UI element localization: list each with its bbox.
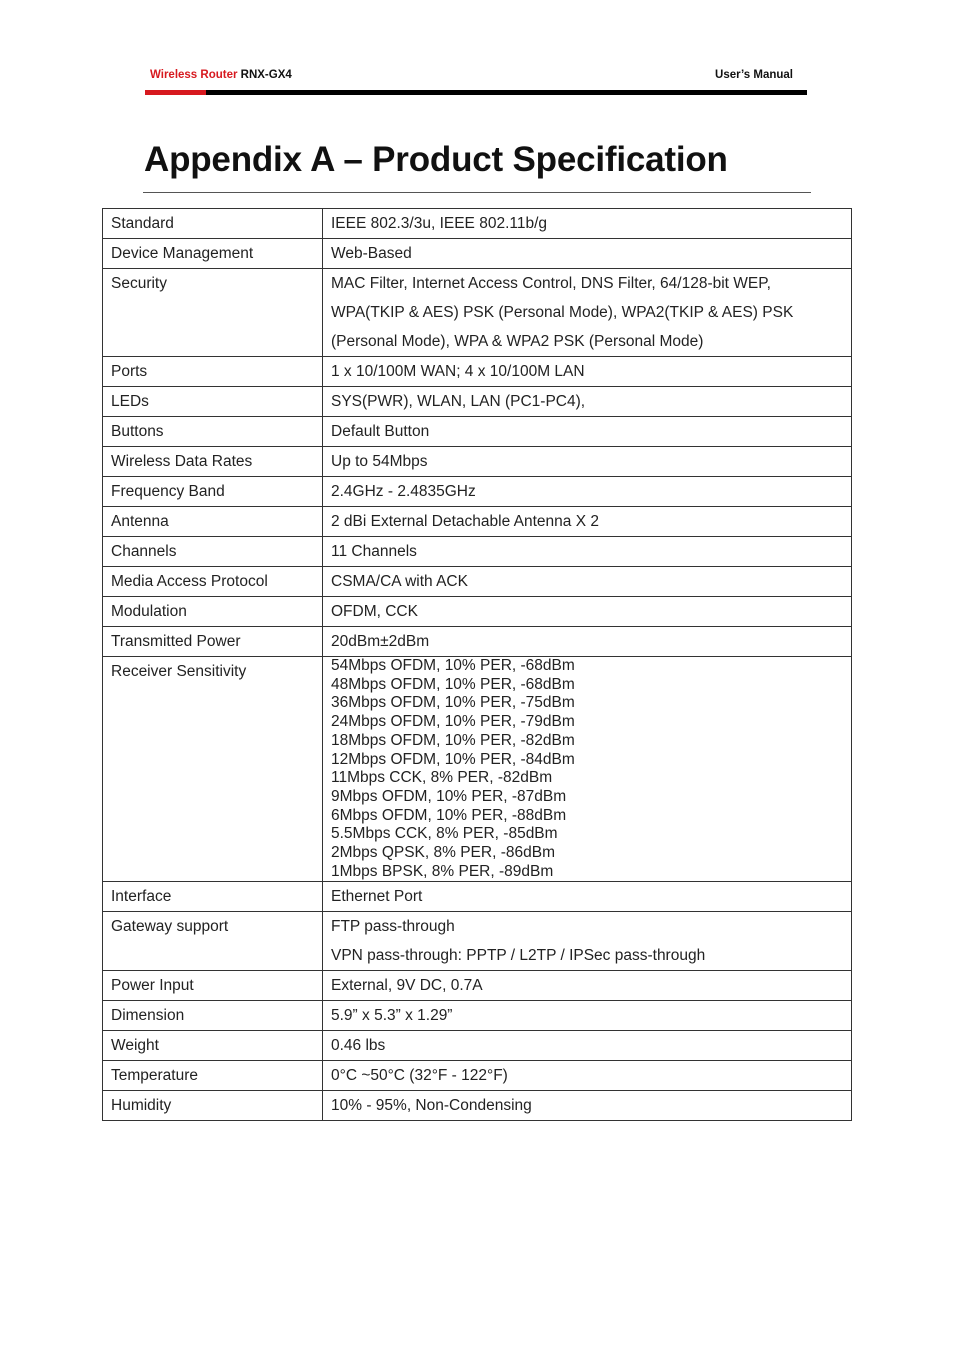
spec-value xyxy=(323,657,852,882)
spec-value-line: WPA(TKIP & AES) PSK (Personal Mode), WPA2(TKIP & AES) PSK xyxy=(331,304,794,321)
spec-label: Receiver Sensitivity xyxy=(103,657,323,882)
spec-label: Buttons xyxy=(103,417,323,447)
spec-value xyxy=(323,912,852,971)
spec-row xyxy=(103,209,852,239)
spec-value-line: 11Mbps CCK, 8% PER, -82dBm xyxy=(331,769,553,787)
spec-row xyxy=(103,627,852,657)
spec-value xyxy=(323,209,852,239)
spec-value-line: 5.9” x 5.3” x 1.29” xyxy=(331,1007,453,1025)
spec-label: Media Access Protocol xyxy=(103,567,323,597)
spec-label: LEDs xyxy=(103,387,323,417)
spec-row xyxy=(103,657,852,882)
spec-row xyxy=(103,567,852,597)
spec-value-line: IEEE 802.3/3u, IEEE 802.11b/g xyxy=(331,215,548,232)
header-rule-accent xyxy=(145,90,206,95)
spec-label: Humidity xyxy=(103,1091,323,1121)
header-manual-label: User’s Manual xyxy=(715,69,793,81)
spec-row xyxy=(103,357,852,387)
spec-value xyxy=(323,567,852,597)
spec-value-line: VPN pass-through: PPTP / L2TP / IPSec pass-through xyxy=(331,947,706,965)
spec-row xyxy=(103,912,852,971)
spec-label: Device Management xyxy=(103,239,323,269)
spec-label: Gateway support xyxy=(103,912,323,971)
spec-label: Channels xyxy=(103,537,323,567)
spec-value-line: MAC Filter, Internet Access Control, DNS Filter, 64/128-bit WEP, xyxy=(331,275,771,292)
spec-value-line: Up to 54Mbps xyxy=(331,453,428,470)
spec-value-line: OFDM, CCK xyxy=(331,603,418,620)
spec-value xyxy=(323,417,852,447)
header-model: RNX-GX4 xyxy=(240,69,292,81)
spec-row xyxy=(103,1091,852,1121)
spec-value-line: 48Mbps OFDM, 10% PER, -68dBm xyxy=(331,675,575,693)
spec-value-line: 11 Channels xyxy=(331,543,417,560)
spec-value xyxy=(323,239,852,269)
spec-label: Temperature xyxy=(103,1061,323,1091)
spec-value-line: 10% - 95%, Non-Condensing xyxy=(331,1097,532,1115)
spec-value-line: 1 x 10/100M WAN; 4 x 10/100M LAN xyxy=(331,363,585,380)
spec-value-line: 2 dBi External Detachable Antenna X 2 xyxy=(331,513,599,530)
spec-value xyxy=(323,1031,852,1061)
spec-value xyxy=(323,507,852,537)
spec-value-line: 0.46 lbs xyxy=(331,1037,386,1055)
spec-value xyxy=(323,387,852,417)
spec-label: Standard xyxy=(103,209,323,239)
spec-row xyxy=(103,882,852,912)
spec-row xyxy=(103,447,852,477)
spec-row xyxy=(103,239,852,269)
spec-row xyxy=(103,1031,852,1061)
spec-label: Security xyxy=(103,269,323,357)
spec-label: Modulation xyxy=(103,597,323,627)
spec-value xyxy=(323,537,852,567)
page-header xyxy=(145,67,807,85)
spec-value xyxy=(323,269,852,357)
spec-value-line: SYS(PWR), WLAN, LAN (PC1-PC4), xyxy=(331,393,586,410)
spec-value-line: Web-Based xyxy=(331,245,412,262)
spec-row xyxy=(103,269,852,357)
spec-value xyxy=(323,1001,852,1031)
header-rule xyxy=(145,90,807,95)
spec-table xyxy=(102,208,852,1121)
spec-row xyxy=(103,507,852,537)
spec-value-line: 24Mbps OFDM, 10% PER, -79dBm xyxy=(331,713,575,731)
title-underline xyxy=(143,192,811,193)
spec-table-body xyxy=(103,209,852,1121)
spec-value-line: 5.5Mbps CCK, 8% PER, -85dBm xyxy=(331,825,558,843)
spec-row xyxy=(103,971,852,1001)
spec-value-line: 12Mbps OFDM, 10% PER, -84dBm xyxy=(331,750,575,768)
spec-value-line: 0°C ~50°C (32°F - 122°F) xyxy=(331,1067,508,1085)
header-product xyxy=(150,69,292,81)
spec-value-line: 18Mbps OFDM, 10% PER, -82dBm xyxy=(331,731,575,749)
spec-row xyxy=(103,477,852,507)
spec-label: Interface xyxy=(103,882,323,912)
spec-value-line: 54Mbps OFDM, 10% PER, -68dBm xyxy=(331,657,575,674)
spec-value-line: Ethernet Port xyxy=(331,888,423,906)
spec-value-line: 1Mbps BPSK, 8% PER, -89dBm xyxy=(331,862,554,880)
spec-label: Wireless Data Rates xyxy=(103,447,323,477)
spec-row xyxy=(103,387,852,417)
spec-value xyxy=(323,477,852,507)
spec-label: Transmitted Power xyxy=(103,627,323,657)
spec-value-line: 2Mbps QPSK, 8% PER, -86dBm xyxy=(331,844,555,862)
spec-label: Weight xyxy=(103,1031,323,1061)
spec-value xyxy=(323,447,852,477)
spec-value-line: 6Mbps OFDM, 10% PER, -88dBm xyxy=(331,806,567,824)
spec-value-line: (Personal Mode), WPA & WPA2 PSK (Personal Mode) xyxy=(331,333,704,350)
spec-label: Power Input xyxy=(103,971,323,1001)
spec-row xyxy=(103,597,852,627)
spec-value xyxy=(323,1061,852,1091)
spec-value-line: Default Button xyxy=(331,423,430,440)
spec-value xyxy=(323,1091,852,1121)
spec-row xyxy=(103,537,852,567)
spec-value xyxy=(323,627,852,657)
spec-value xyxy=(323,971,852,1001)
spec-value xyxy=(323,882,852,912)
spec-value-line: 2.4GHz - 2.4835GHz xyxy=(331,483,476,500)
spec-value-line: 20dBm±2dBm xyxy=(331,633,430,650)
spec-value-line: 36Mbps OFDM, 10% PER, -75dBm xyxy=(331,694,575,712)
spec-value-line: CSMA/CA with ACK xyxy=(331,573,468,590)
spec-value xyxy=(323,357,852,387)
spec-label: Dimension xyxy=(103,1001,323,1031)
spec-label: Antenna xyxy=(103,507,323,537)
spec-value-line: FTP pass-through xyxy=(331,918,455,936)
spec-row xyxy=(103,417,852,447)
spec-row xyxy=(103,1001,852,1031)
spec-label: Ports xyxy=(103,357,323,387)
spec-value xyxy=(323,597,852,627)
spec-value-line: 9Mbps OFDM, 10% PER, -87dBm xyxy=(331,787,567,805)
header-brand: Wireless Router xyxy=(150,69,238,81)
spec-label: Frequency Band xyxy=(103,477,323,507)
spec-row xyxy=(103,1061,852,1091)
page-title: Appendix A – Product Specification xyxy=(144,140,728,179)
spec-value-line: External, 9V DC, 0.7A xyxy=(331,977,483,995)
